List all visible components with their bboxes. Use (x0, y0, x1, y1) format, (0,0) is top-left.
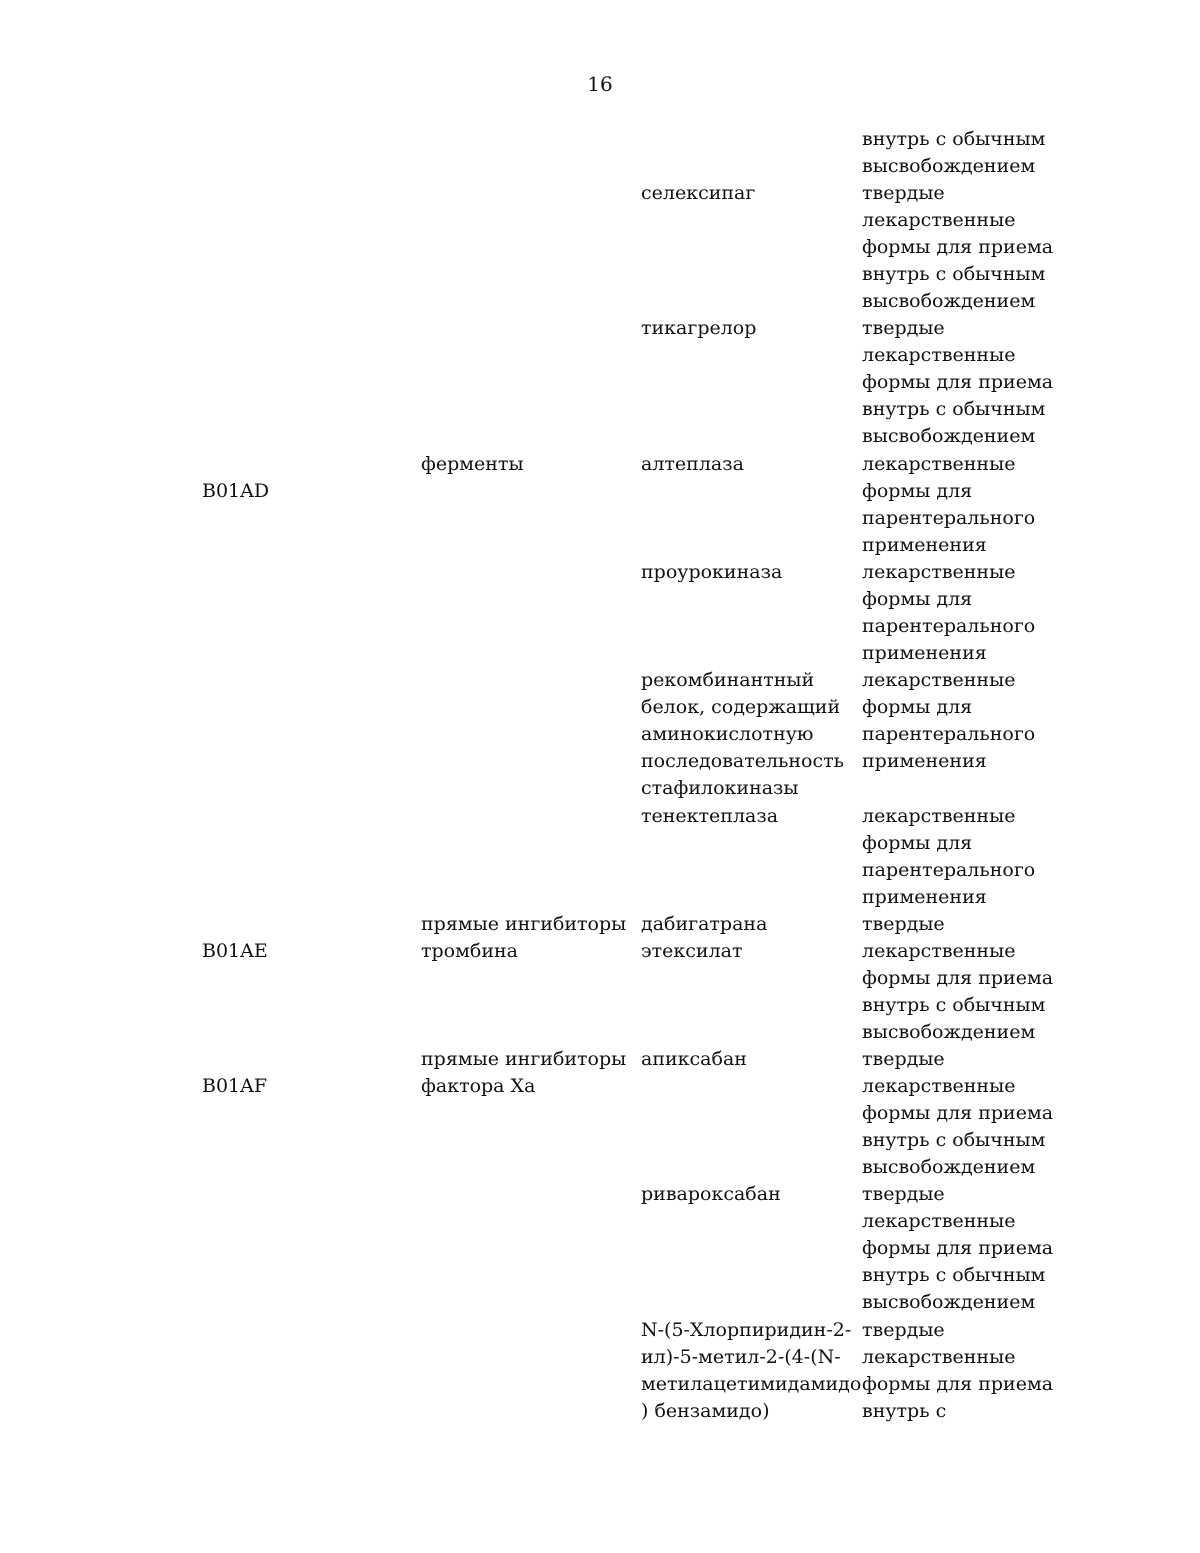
page-number: 16 (587, 72, 613, 96)
drug-name: тенектеплаза (641, 805, 779, 827)
dosage-form-text: формы для приема (862, 236, 1054, 258)
dosage-form-text: лекарственные (862, 453, 1016, 475)
drug-name: тикагрелор (641, 317, 757, 339)
dosage-form-text: формы для приема (862, 1373, 1054, 1395)
dosage-form-text: внутрь с обычным (862, 1264, 1046, 1286)
drug-name: стафилокиназы (641, 777, 799, 799)
dosage-form-text: лекарственные (862, 209, 1016, 231)
dosage-form-text: высвобождением (862, 290, 1036, 312)
group-name: прямые ингибиторы (421, 1048, 627, 1070)
drug-name: апиксабан (641, 1048, 747, 1070)
drug-name: N-(5-Хлорпиридин-2- (641, 1319, 852, 1341)
dosage-form-text: высвобождением (862, 425, 1036, 447)
dosage-form-text: внутрь с (862, 1400, 947, 1422)
drug-name: ривароксабан (641, 1183, 781, 1205)
dosage-form-text: парентерального (862, 507, 1036, 529)
dosage-form-text: применения (862, 750, 987, 772)
dosage-form-text: парентерального (862, 615, 1036, 637)
dosage-form-text: высвобождением (862, 1021, 1036, 1043)
dosage-form-text: твердые (862, 1048, 945, 1070)
group-name: прямые ингибиторы (421, 913, 627, 935)
dosage-form-text: парентерального (862, 723, 1036, 745)
dosage-form-text: формы для приема (862, 1102, 1054, 1124)
drug-name: белок, содержащий (641, 696, 841, 718)
dosage-form-text: лекарственные (862, 805, 1016, 827)
dosage-form-text: лекарственные (862, 669, 1016, 691)
dosage-form-text: внутрь с обычным (862, 398, 1046, 420)
dosage-form-text: формы для (862, 480, 973, 502)
dosage-form-text: формы для приема (862, 1237, 1054, 1259)
group-name: фактора Xa (421, 1075, 536, 1097)
dosage-form-text: высвобождением (862, 1156, 1036, 1178)
group-name: тромбина (421, 940, 518, 962)
dosage-form-text: формы для (862, 696, 973, 718)
dosage-form-text: твердые (862, 1183, 945, 1205)
dosage-form-text: лекарственные (862, 1075, 1016, 1097)
drug-name: рекомбинантный (641, 669, 815, 691)
dosage-form-text: лекарственные (862, 561, 1016, 583)
drug-name: алтеплаза (641, 453, 744, 475)
atc-code: B01AE (202, 940, 268, 962)
group-name: ферменты (421, 453, 524, 475)
drug-name: аминокислотную (641, 723, 814, 745)
drug-name: селексипаг (641, 182, 756, 204)
drug-name: ил)-5-метил-2-(4-(N- (641, 1346, 841, 1368)
drug-name: дабигатрана (641, 913, 768, 935)
dosage-form-text: формы для приема (862, 967, 1054, 989)
dosage-form-text: применения (862, 642, 987, 664)
dosage-form-text: твердые (862, 182, 945, 204)
drug-name: этексилат (641, 940, 743, 962)
dosage-form-text: формы для (862, 588, 973, 610)
atc-code: B01AD (202, 480, 270, 502)
dosage-form-text: применения (862, 886, 987, 908)
dosage-form-text: внутрь с обычным (862, 994, 1046, 1016)
dosage-form-text: твердые (862, 1319, 945, 1341)
drug-name: метилацетимидамидо (641, 1373, 862, 1395)
dosage-form-text: твердые (862, 317, 945, 339)
dosage-form-text: высвобождением (862, 1291, 1036, 1313)
dosage-form-text: твердые (862, 913, 945, 935)
dosage-form-text: лекарственные (862, 344, 1016, 366)
dosage-form-text: внутрь с обычным (862, 263, 1046, 285)
dosage-form-text: внутрь с обычным (862, 1129, 1046, 1151)
dosage-form-text: формы для приема (862, 371, 1054, 393)
dosage-form-text: формы для (862, 832, 973, 854)
dosage-form-text: применения (862, 534, 987, 556)
dosage-form-text: лекарственные (862, 940, 1016, 962)
dosage-form-text: лекарственные (862, 1346, 1016, 1368)
drug-name: последовательность (641, 750, 844, 772)
dosage-form-text: парентерального (862, 859, 1036, 881)
atc-code: B01AF (202, 1075, 268, 1097)
dosage-form-text: внутрь с обычным (862, 128, 1046, 150)
drug-name: проурокиназа (641, 561, 783, 583)
dosage-form-text: высвобождением (862, 155, 1036, 177)
dosage-form-text: лекарственные (862, 1210, 1016, 1232)
drug-name: ) бензамидо) (641, 1400, 770, 1422)
